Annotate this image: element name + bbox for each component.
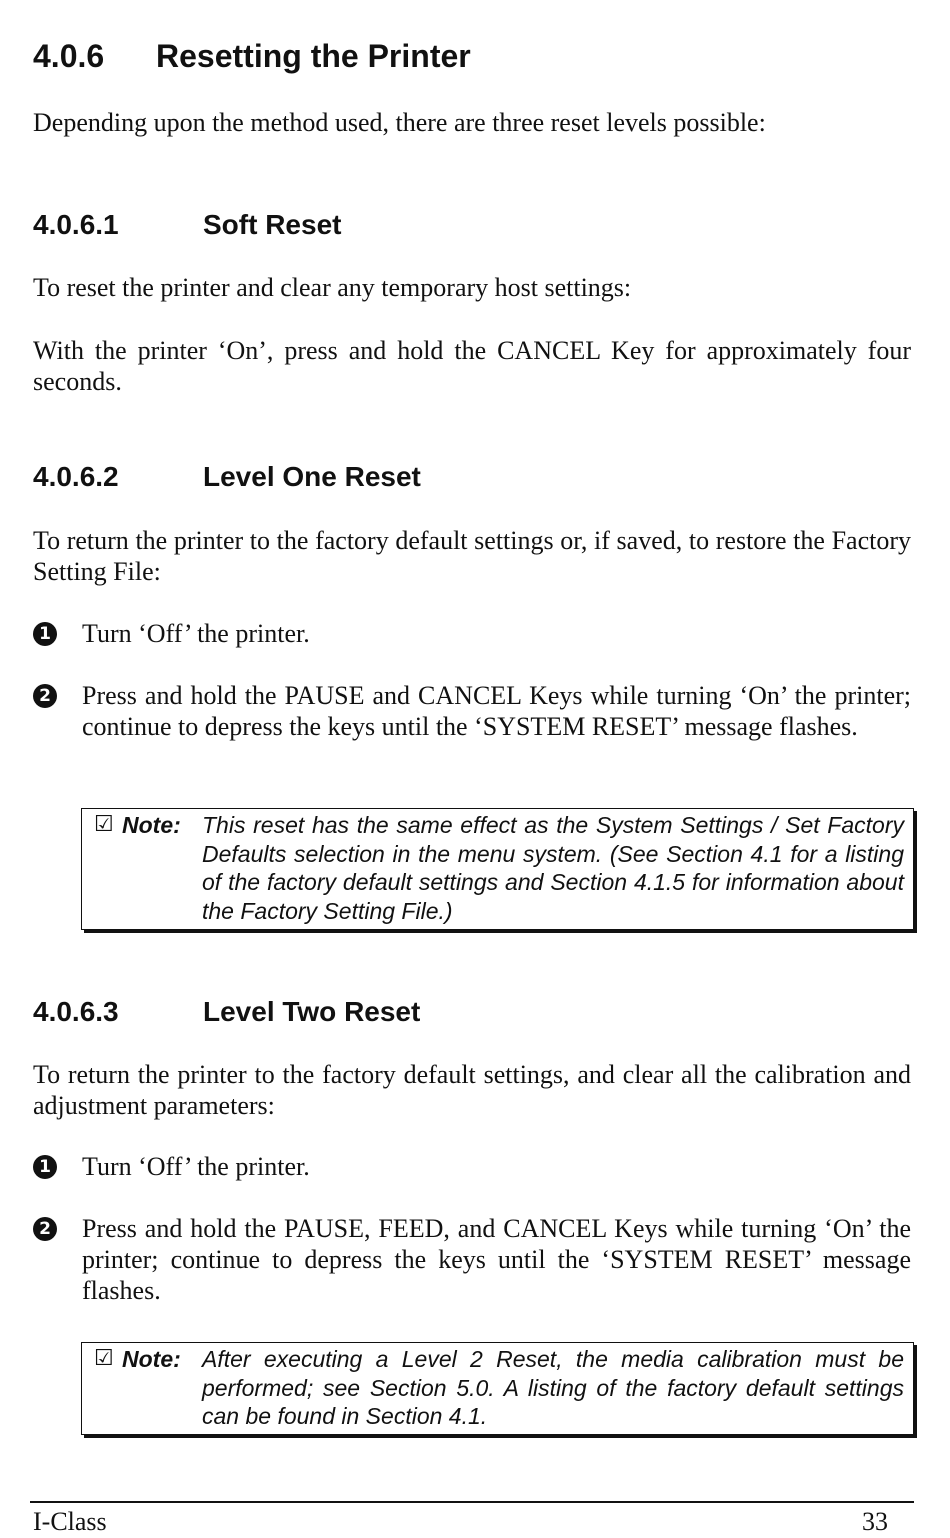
step-text: Press and hold the PAUSE, FEED, and CANCEL Keys while turning ‘On’ the printer; continue to depress the keys until the ‘SYSTEM RESET’ message flashes.: [82, 1214, 911, 1305]
checkbox-checked-icon: ☑: [94, 1346, 114, 1371]
step-2-marker-icon: 2: [33, 1217, 57, 1241]
level-two-intro: To return the printer to the factory default settings, and clear all the calibration and adjustment parameters:: [33, 1060, 911, 1120]
note-box: [81, 1342, 914, 1435]
step-1-marker-icon: 1: [33, 1155, 57, 1179]
page-number: 33: [862, 1507, 888, 1536]
soft-reset-instruction: With the printer ‘On’, press and hold the CANCEL Key for approximately four seconds.: [33, 336, 911, 396]
step-text: Turn ‘Off’ the printer.: [82, 1152, 310, 1181]
subsection-title: Level One Reset: [203, 461, 421, 492]
intro-paragraph: Depending upon the method used, there are three reset levels possible:: [33, 108, 766, 137]
subsection-number: 4.0.6.2: [33, 461, 119, 492]
level-one-intro: To return the printer to the factory default settings or, if saved, to restore the Factory Setting File:: [33, 526, 911, 586]
note-label: Note:: [122, 812, 181, 838]
subsection-number: 4.0.6.3: [33, 996, 119, 1027]
subsection-title: Soft Reset: [203, 209, 342, 240]
footer-divider: [30, 1501, 914, 1503]
section-title: Resetting the Printer: [156, 38, 471, 74]
subsection-title: Level Two Reset: [203, 996, 421, 1027]
soft-reset-paragraph: To reset the printer and clear any temporary host settings:: [33, 273, 632, 302]
note-label: Note:: [122, 1346, 181, 1372]
note-box: [81, 808, 914, 930]
step-text: Turn ‘Off’ the printer.: [82, 619, 310, 648]
step-2-marker-icon: 2: [33, 684, 57, 708]
checkbox-checked-icon: ☑: [94, 812, 114, 837]
note-text: After executing a Level 2 Reset, the media calibration must be performed; see Section 5.0. A listing of the factory default settings can be found in Section 4.1.: [202, 1346, 904, 1429]
step-1-marker-icon: 1: [33, 622, 57, 646]
step-text: Press and hold the PAUSE and CANCEL Keys while turning ‘On’ the printer; continue to depress the keys until the ‘SYSTEM RESET’ message flashes.: [82, 681, 911, 741]
note-text: This reset has the same effect as the System Settings / Set Factory Defaults selection in the menu system. (See Section 4.1 for a listing of the factory default settings and Section 4.1.5 for information about the Factory Setting File.): [202, 812, 904, 924]
section-number: 4.0.6: [33, 38, 105, 74]
subsection-number: 4.0.6.1: [33, 209, 119, 240]
footer-product: I-Class: [33, 1507, 107, 1536]
